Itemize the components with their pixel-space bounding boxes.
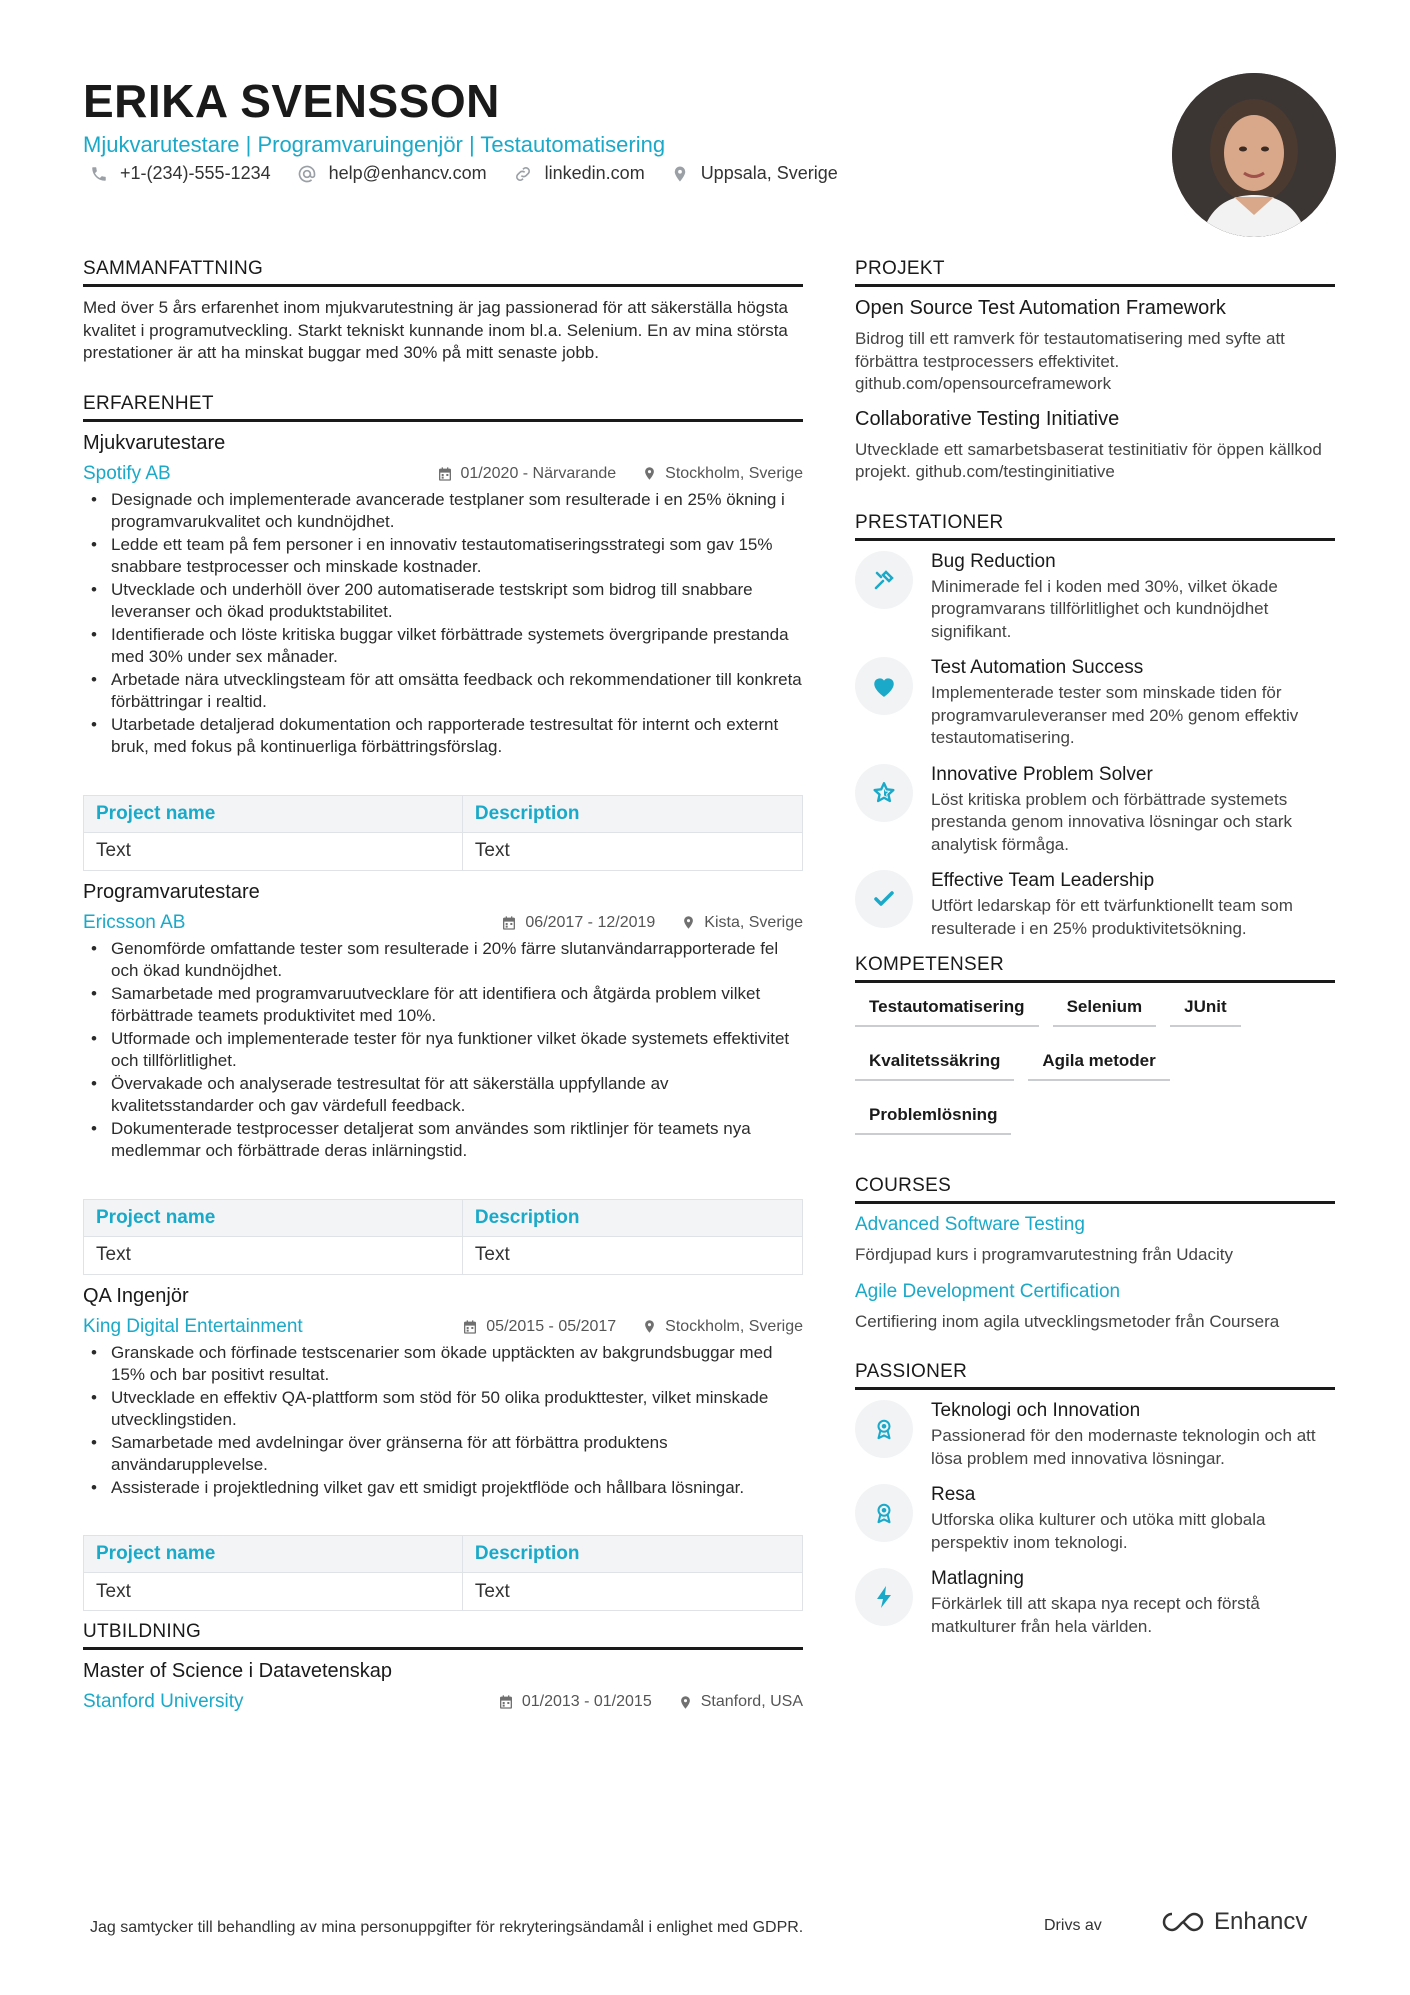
job-company: Spotify AB bbox=[83, 462, 171, 484]
education-meta-row bbox=[83, 1691, 803, 1713]
passion-title: Resa bbox=[931, 1484, 976, 1505]
job-meta-row bbox=[83, 912, 803, 934]
check-icon bbox=[855, 870, 913, 928]
achievement-item bbox=[855, 870, 1335, 940]
course-item bbox=[855, 1214, 1335, 1267]
courses-heading: COURSES bbox=[855, 1175, 1335, 1204]
achievement-desc: Löst kritiska problem och förbättrade systemets prestanda genom innovativa lösningar och stark analytisk förmåga. bbox=[931, 789, 1292, 854]
job-bullet: • Utformade och implementerade tester för nya funktioner vilket ökade systemets effektivitet och tillförlitlighet. bbox=[83, 1028, 803, 1073]
contact-location bbox=[671, 163, 838, 184]
description-cell: Text bbox=[462, 1573, 802, 1611]
job-meta-row bbox=[83, 1316, 803, 1338]
achievement-item bbox=[855, 764, 1335, 857]
location-pin-icon bbox=[671, 164, 689, 184]
calendar-icon bbox=[501, 915, 517, 931]
location-pin-icon bbox=[681, 914, 696, 931]
at-icon bbox=[297, 164, 317, 184]
education-heading: UTBILDNING bbox=[83, 1621, 803, 1650]
job-bullet: • Designade och implementerade avancerade testplaner som resulterade i en 25% ökning i programvarukvalitet och kundnöjdhet. bbox=[83, 489, 803, 534]
location-pin-icon bbox=[678, 1694, 693, 1711]
contact-bar bbox=[90, 163, 864, 184]
summary-text: Med över 5 års erfarenhet inom mjukvarutestning är jag passionerad för att säkerställa högsta kvalitet i programutveckling. Starkt tekniskt kunnande inom bl.a. Selenium. En av mina största prestationer är att ha minskat buggar med 30% på mitt senaste jobb. bbox=[83, 298, 788, 362]
star-icon bbox=[855, 764, 913, 822]
job-location-text: Stockholm, Sverige bbox=[665, 1317, 803, 1335]
description-header: Description bbox=[462, 1199, 802, 1236]
achievement-title: Bug Reduction bbox=[931, 550, 1056, 572]
project-table bbox=[83, 795, 803, 871]
project-desc: Bidrog till ett ramverk för testautomatisering med syfte att förbättra testprocessers effektivitet. github.com/opensourceframework bbox=[855, 329, 1285, 393]
achievements-heading: PRESTATIONER bbox=[855, 512, 1335, 541]
project-title: Collaborative Testing Initiative bbox=[855, 407, 1120, 430]
passion-desc: Utforska olika kulturer och utöka mitt globala perspektiv inom teknologi. bbox=[931, 1510, 1266, 1552]
project-name-header: Project name bbox=[84, 1199, 463, 1236]
candidate-name: ERIKA SVENSSON bbox=[83, 75, 500, 127]
job-bullet: • Samarbetade med programvaruutvecklare för att identifiera och åtgärda problem vilket förbättrade teamets produktivitet med 10%. bbox=[83, 983, 803, 1028]
job-bullet: • Utarbetade detaljerad dokumentation och rapporterade testresultat för internt och externt bruk, med fokus på kontinuerliga förbättringsförslag. bbox=[83, 714, 803, 759]
skills-heading: KOMPETENSER bbox=[855, 954, 1335, 983]
education-location bbox=[678, 1693, 803, 1711]
education-location-text: Stanford, USA bbox=[700, 1693, 803, 1710]
calendar-icon bbox=[437, 466, 453, 482]
email-text: help@enhancv.com bbox=[328, 163, 487, 183]
job-dates-text: 05/2015 - 05/2017 bbox=[486, 1317, 617, 1335]
project-item bbox=[855, 297, 1335, 396]
passion-title: Matlagning bbox=[931, 1568, 1024, 1589]
skills-list bbox=[855, 993, 1335, 1155]
description-header: Description bbox=[462, 1536, 802, 1573]
course-item bbox=[855, 1281, 1335, 1334]
job-company: King Digital Entertainment bbox=[83, 1315, 303, 1337]
job-company: Ericsson AB bbox=[83, 911, 186, 933]
description-cell: Text bbox=[462, 1236, 802, 1274]
enhancv-logo[interactable] bbox=[1160, 1908, 1307, 1936]
heart-icon bbox=[855, 657, 913, 715]
contact-linkedin[interactable] bbox=[513, 163, 645, 184]
job-location-text: Stockholm, Sverige bbox=[665, 464, 803, 482]
project-title: Open Source Test Automation Framework bbox=[855, 297, 1226, 319]
calendar-icon bbox=[498, 1694, 514, 1710]
experience-heading: ERFARENHET bbox=[83, 393, 803, 422]
course-desc: Fördjupad kurs i programvarutestning från Udacity bbox=[855, 1245, 1233, 1264]
skill-chip: Testautomatisering bbox=[855, 997, 1039, 1027]
passions-heading: PASSIONER bbox=[855, 1361, 1335, 1390]
job-bullets bbox=[83, 938, 803, 1163]
job-dates bbox=[437, 465, 617, 483]
skill-chip: Problemlösning bbox=[855, 1105, 1011, 1135]
education-dates bbox=[498, 1693, 652, 1711]
location-pin-icon bbox=[642, 1318, 657, 1335]
course-desc: Certifiering inom agila utvecklingsmetoder från Coursera bbox=[855, 1311, 1280, 1331]
contact-phone bbox=[90, 163, 271, 184]
achievement-title: Innovative Problem Solver bbox=[931, 763, 1153, 785]
tools-icon bbox=[855, 551, 913, 609]
location-pin-icon bbox=[642, 465, 657, 482]
achievement-item bbox=[855, 657, 1335, 750]
calendar-icon bbox=[462, 1319, 478, 1335]
job-bullets bbox=[83, 489, 803, 759]
job-role: Mjukvarutestare bbox=[83, 431, 226, 454]
school: Stanford University bbox=[83, 1691, 244, 1712]
project-item bbox=[855, 408, 1335, 484]
degree: Master of Science i Datavetenskap bbox=[83, 1660, 393, 1682]
project-name-cell: Text bbox=[84, 1573, 463, 1611]
project-table bbox=[83, 1199, 803, 1275]
job-bullet: • Ledde ett team på fem personer i en innovativ testautomatiseringsstrategi som gav 15% snabbare testprocesser och minskade kostnader. bbox=[83, 534, 803, 579]
phone-text: +1-(234)-555-1234 bbox=[120, 163, 271, 183]
education-dates-text: 01/2013 - 01/2015 bbox=[521, 1693, 652, 1710]
description-cell: Text bbox=[462, 832, 802, 870]
profile-photo bbox=[1172, 73, 1336, 237]
job-bullet: • Identifierade och löste kritiska buggar vilket förbättrade systemets övergripande prestanda med 30% under sex månader. bbox=[83, 624, 803, 669]
job-bullets bbox=[83, 1342, 803, 1500]
projects-heading: PROJEKT bbox=[855, 258, 1335, 287]
project-name-cell: Text bbox=[84, 832, 463, 870]
contact-email[interactable] bbox=[297, 163, 487, 184]
job-role: QA Ingenjör bbox=[83, 1284, 189, 1307]
gdpr-consent: Jag samtycker till behandling av mina personuppgifter för rekryteringsändamål i enlighet med GDPR. bbox=[90, 1919, 804, 1936]
achievement-item bbox=[855, 551, 1335, 644]
achievement-title: Effective Team Leadership bbox=[931, 870, 1155, 891]
job-meta-row bbox=[83, 463, 803, 485]
passion-item bbox=[855, 1484, 1335, 1554]
job-meta bbox=[436, 1318, 803, 1336]
job-entry bbox=[83, 1285, 803, 1612]
brand-name: Enhancv bbox=[1214, 1908, 1308, 1935]
job-role: Programvarutestare bbox=[83, 880, 260, 903]
project-desc: Utvecklade ett samarbetsbaserat testinitiativ för öppen källkod projekt. github.com/testinginitiative bbox=[855, 439, 1322, 481]
phone-icon bbox=[90, 165, 108, 183]
passion-desc: Förkärlek till att skapa nya recept och förstå matkulturer från hela världen. bbox=[931, 1594, 1260, 1636]
skill-chip: Kvalitetssäkring bbox=[855, 1051, 1014, 1081]
bolt-icon bbox=[855, 1568, 913, 1626]
description-header: Description bbox=[462, 795, 802, 832]
job-meta bbox=[411, 465, 804, 483]
project-name-cell: Text bbox=[84, 1236, 463, 1274]
job-bullet: • Samarbetade med avdelningar över gränserna för att förbättra produktens användarupplevelse. bbox=[83, 1432, 803, 1477]
achievement-desc: Utfört ledarskap för ett tvärfunktionellt team som resulterade i en 25% produktivitetsökning. bbox=[931, 896, 1293, 938]
job-bullet: • Assisterade i projektledning vilket gav ett smidigt projektflöde och hållbara lösningar. bbox=[83, 1477, 803, 1500]
job-bullet: • Granskade och förfinade testscenarier som ökade upptäckten av bakgrundsbuggar med 15% och bar positivt resultat. bbox=[83, 1342, 803, 1387]
job-bullet: • Utvecklade en effektiv QA-plattform som stöd för 50 olika produkttester, vilket minskade utvecklingstiden. bbox=[83, 1387, 803, 1432]
job-dates-text: 06/2017 - 12/2019 bbox=[525, 913, 656, 931]
passion-desc: Passionerad för den modernaste teknologin och att lösa problem med innovativa lösningar. bbox=[931, 1426, 1316, 1468]
job-location bbox=[642, 1318, 803, 1336]
passion-title: Teknologi och Innovation bbox=[931, 1400, 1141, 1421]
location-text: Uppsala, Sverige bbox=[700, 163, 838, 183]
award-icon bbox=[855, 1484, 913, 1542]
job-meta bbox=[475, 914, 803, 932]
achievement-title: Test Automation Success bbox=[931, 657, 1144, 678]
achievement-desc: Minimerade fel i koden med 30%, vilket ökade programvarans tillförlitlighet och kundnöjdhet signifikant. bbox=[931, 576, 1278, 641]
summary-heading: SAMMANFATTNING bbox=[83, 258, 803, 287]
job-dates-text: 01/2020 - Närvarande bbox=[460, 464, 617, 482]
achievement-desc: Implementerade tester som minskade tiden för programvaruleveranser med 20% genom effektiv testautomatisering. bbox=[931, 683, 1299, 747]
project-table bbox=[83, 1535, 803, 1611]
project-name-header: Project name bbox=[84, 795, 463, 832]
job-bullet: • Arbetade nära utvecklingsteam för att omsätta feedback och rekommendationer till konkreta förbättringar i realtid. bbox=[83, 669, 803, 714]
left-column bbox=[83, 258, 803, 1713]
passion-item bbox=[855, 1400, 1335, 1470]
link-icon bbox=[513, 164, 533, 184]
skill-chip: JUnit bbox=[1170, 997, 1241, 1027]
job-entry bbox=[83, 881, 803, 1275]
job-bullet: • Genomförde omfattande tester som resulterade i 20% färre slutanvändarrapporterade fel och ökad kundnöjdhet. bbox=[83, 938, 803, 983]
job-bullet: • Utvecklade och underhöll över 200 automatiserade testskript som bidrog till snabbare leveranser och ökad produktstabilitet. bbox=[83, 579, 803, 624]
education-meta bbox=[472, 1693, 803, 1711]
job-location bbox=[681, 914, 803, 932]
right-column bbox=[855, 258, 1335, 1652]
candidate-title: Mjukvarutestare | Programvaruingenjör | Testautomatisering bbox=[83, 132, 666, 157]
skill-chip: Selenium bbox=[1053, 997, 1157, 1027]
job-location bbox=[642, 465, 803, 483]
award-icon bbox=[855, 1400, 913, 1458]
job-dates bbox=[462, 1318, 616, 1336]
job-bullet: • Övervakade och analyserade testresultat för att säkerställa uppfyllande av kvalitetsstandarder och gav värdefull feedback. bbox=[83, 1073, 803, 1118]
linkedin-text: linkedin.com bbox=[544, 163, 645, 183]
skill-chip: Agila metoder bbox=[1028, 1051, 1169, 1081]
job-dates bbox=[501, 914, 655, 932]
powered-by-label: Drivs av bbox=[1044, 1917, 1102, 1934]
course-title: Advanced Software Testing bbox=[855, 1214, 1085, 1235]
infinity-logo-icon bbox=[1160, 1910, 1206, 1934]
project-name-header: Project name bbox=[84, 1536, 463, 1573]
job-entry bbox=[83, 432, 803, 871]
job-bullet: • Dokumenterade testprocesser detaljerat som användes som riktlinjer för teamets nya medlemmar och förbättrade deras inlärningstid. bbox=[83, 1118, 803, 1163]
course-title: Agile Development Certification bbox=[855, 1280, 1121, 1302]
job-location-text: Kista, Sverige bbox=[704, 913, 803, 931]
passion-item bbox=[855, 1568, 1335, 1638]
